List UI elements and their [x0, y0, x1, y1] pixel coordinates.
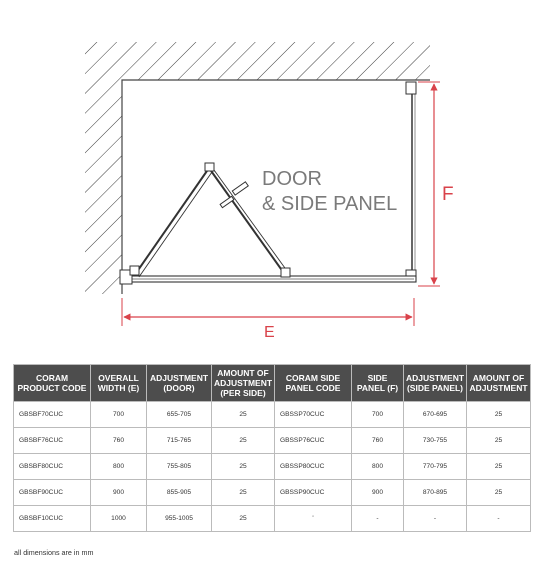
- cell-side-panel-code: GBSSP80CUC: [275, 454, 352, 480]
- cell-product-code: GBSBF80CUC: [14, 454, 91, 480]
- cell-amount-per-side: 25: [212, 428, 275, 454]
- cell-adjustment-door: 755-805: [147, 454, 212, 480]
- cell-amount-adjustment: 25: [467, 428, 531, 454]
- cell-product-code: GBSBF90CUC: [14, 480, 91, 506]
- cell-side-panel-code: GBSSP70CUC: [275, 402, 352, 428]
- dimensions-footnote: all dimensions are in mm: [14, 548, 94, 557]
- header-amount-adjustment: AMOUNT OF ADJUSTMENT: [467, 365, 531, 402]
- header-side-panel-code: CORAM SIDE PANEL CODE: [275, 365, 352, 402]
- cell-adjustment-side-panel: 770-795: [404, 454, 467, 480]
- diagram-label-line2: & SIDE PANEL: [262, 193, 398, 215]
- cell-product-code: GBSBF10CUC: [14, 506, 91, 532]
- cell-adjustment-side-panel: 870-895: [404, 480, 467, 506]
- dimension-e-label: E: [264, 324, 275, 341]
- cell-amount-adjustment: 25: [467, 402, 531, 428]
- header-overall-width: OVERALL WIDTH (E): [91, 365, 147, 402]
- header-adjustment-side-panel: ADJUSTMENT (SIDE PANEL): [404, 365, 467, 402]
- diagram-label-line1: DOOR: [262, 168, 322, 190]
- table-row: [14, 506, 531, 532]
- cell-adjustment-door: 655-705: [147, 402, 212, 428]
- cell-amount-adjustment: 25: [467, 480, 531, 506]
- cell-side-panel: 900: [352, 480, 404, 506]
- cell-side-panel: 760: [352, 428, 404, 454]
- table-header-row: [14, 365, 531, 402]
- cell-adjustment-door: 955-1005: [147, 506, 212, 532]
- cell-side-panel-code: GBSSP90CUC: [275, 480, 352, 506]
- cell-side-panel-code: GBSSP76CUC: [275, 428, 352, 454]
- table-row: [14, 480, 531, 506]
- table-row: [14, 428, 531, 454]
- cell-overall-width: 1000: [91, 506, 147, 532]
- cell-adjustment-door: 855-905: [147, 480, 212, 506]
- cell-amount-adjustment: 25: [467, 454, 531, 480]
- cell-adjustment-side-panel: 670-695: [404, 402, 467, 428]
- cell-adjustment-side-panel: -: [404, 506, 467, 532]
- specification-table: [13, 364, 531, 532]
- cell-overall-width: 900: [91, 480, 147, 506]
- table-row: [14, 454, 531, 480]
- header-amount-adjustment-per-side: AMOUNT OF ADJUSTMENT (PER SIDE): [212, 365, 275, 402]
- cell-amount-per-side: 25: [212, 480, 275, 506]
- cell-overall-width: 700: [91, 402, 147, 428]
- cell-side-panel: 700: [352, 402, 404, 428]
- header-side-panel: SIDE PANEL (F): [352, 365, 404, 402]
- cell-adjustment-door: 715-765: [147, 428, 212, 454]
- dimension-f-label: F: [442, 184, 454, 205]
- cell-side-panel-code: ': [275, 506, 352, 532]
- cell-amount-per-side: 25: [212, 402, 275, 428]
- cell-amount-per-side: 25: [212, 454, 275, 480]
- cell-side-panel: -: [352, 506, 404, 532]
- header-coram-product-code: CORAM PRODUCT CODE: [14, 365, 91, 402]
- cell-product-code: GBSBF76CUC: [14, 428, 91, 454]
- table-row: [14, 402, 531, 428]
- cell-overall-width: 760: [91, 428, 147, 454]
- cell-side-panel: 800: [352, 454, 404, 480]
- cell-amount-adjustment: -: [467, 506, 531, 532]
- cell-overall-width: 800: [91, 454, 147, 480]
- cell-product-code: GBSBF70CUC: [14, 402, 91, 428]
- cell-adjustment-side-panel: 730-755: [404, 428, 467, 454]
- header-adjustment-door: ADJUSTMENT (DOOR): [147, 365, 212, 402]
- side-panel-top-bracket: [406, 82, 416, 94]
- cell-amount-per-side: 25: [212, 506, 275, 532]
